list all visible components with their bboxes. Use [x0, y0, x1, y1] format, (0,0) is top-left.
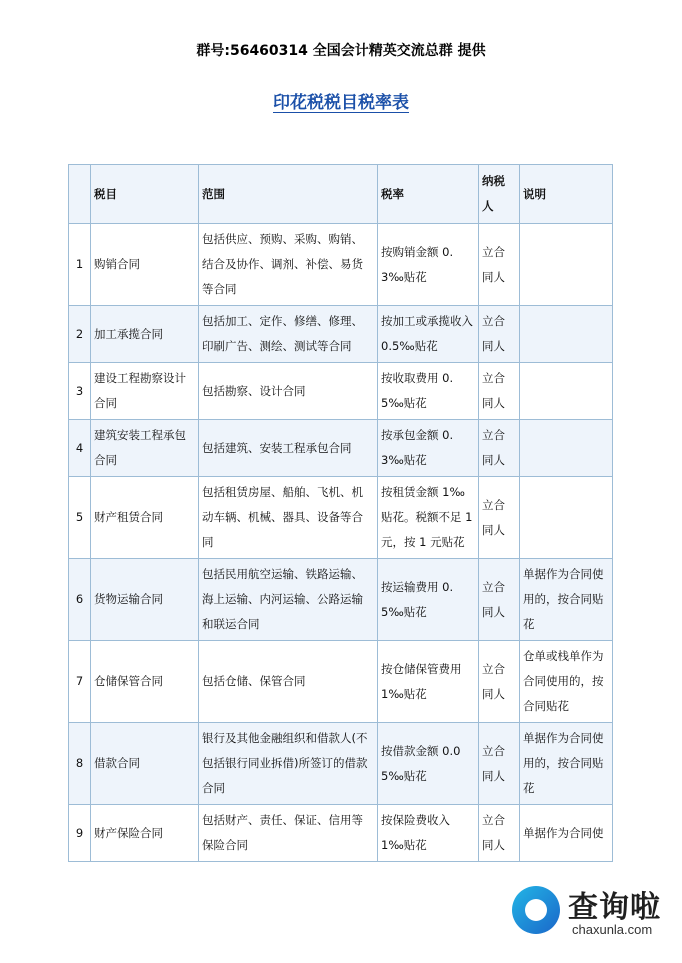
- cell-note: [520, 363, 613, 420]
- cell-scope: 包括供应、预购、采购、购销、结合及协作、调剂、补偿、易货等合同: [199, 224, 378, 306]
- cell-num: 4: [69, 420, 91, 477]
- table-row: [69, 641, 613, 723]
- cell-rate: 按租赁金额 1‰贴花。税额不足 1 元，按 1 元贴花: [378, 477, 479, 559]
- table-row: [69, 559, 613, 641]
- cell-scope: 包括建筑、安装工程承包合同: [199, 420, 378, 477]
- cell-num: 8: [69, 723, 91, 805]
- cell-num: 3: [69, 363, 91, 420]
- cell-note: 仓单或栈单作为合同使用的，按合同贴花: [520, 641, 613, 723]
- cell-note: 单据作为合同使用的，按合同贴花: [520, 723, 613, 805]
- cell-payer: 立合同人: [479, 723, 520, 805]
- cell-note: 单据作为合同使: [520, 805, 613, 862]
- cell-note: 单据作为合同使用的，按合同贴花: [520, 559, 613, 641]
- table-row: [69, 420, 613, 477]
- cell-scope: 银行及其他金融组织和借款人(不包括银行同业拆借)所签订的借款合同: [199, 723, 378, 805]
- cell-num: 7: [69, 641, 91, 723]
- table-row: [69, 805, 613, 862]
- watermark: [500, 868, 682, 963]
- cell-scope: 包括仓储、保管合同: [199, 641, 378, 723]
- cell-item: 财产租赁合同: [91, 477, 199, 559]
- header-note: 说明: [520, 165, 613, 224]
- table-row: [69, 477, 613, 559]
- tax-rate-table: [68, 164, 613, 862]
- cell-payer: 立合同人: [479, 641, 520, 723]
- cell-scope: 包括租赁房屋、船舶、飞机、机动车辆、机械、器具、设备等合同: [199, 477, 378, 559]
- cell-item: 借款合同: [91, 723, 199, 805]
- header-item: 税目: [91, 165, 199, 224]
- header-num: [69, 165, 91, 224]
- cell-num: 5: [69, 477, 91, 559]
- cell-item: 建筑安装工程承包合同: [91, 420, 199, 477]
- cell-num: 2: [69, 306, 91, 363]
- watermark-url: chaxunla.com: [572, 922, 653, 937]
- cell-num: 1: [69, 224, 91, 306]
- header-payer: 纳税人: [479, 165, 520, 224]
- table-row: [69, 363, 613, 420]
- table-row: [69, 224, 613, 306]
- table-row: [69, 723, 613, 805]
- cell-rate: 按承包金额 0.3‰贴花: [378, 420, 479, 477]
- cell-payer: 立合同人: [479, 224, 520, 306]
- cell-num: 9: [69, 805, 91, 862]
- cell-note: [520, 420, 613, 477]
- page-header: 群号:56460314 全国会计精英交流总群 提供: [196, 43, 486, 59]
- cell-item: 货物运输合同: [91, 559, 199, 641]
- cell-rate: 按借款金额 0.05‰贴花: [378, 723, 479, 805]
- cell-item: 建设工程勘察设计合同: [91, 363, 199, 420]
- cell-note: [520, 224, 613, 306]
- cell-rate: 按仓储保管费用 1‰贴花: [378, 641, 479, 723]
- header-rate: 税率: [378, 165, 479, 224]
- page-title-text: 印花税税目税率表: [273, 93, 409, 113]
- watermark-brand: 查询啦: [568, 890, 661, 925]
- cell-rate: 按加工或承揽收入 0.5‰贴花: [378, 306, 479, 363]
- cell-item: 购销合同: [91, 224, 199, 306]
- cell-item: 仓储保管合同: [91, 641, 199, 723]
- header-scope: 范围: [199, 165, 378, 224]
- cell-rate: 按收取费用 0.5‰贴花: [378, 363, 479, 420]
- cell-item: 财产保险合同: [91, 805, 199, 862]
- cell-payer: 立合同人: [479, 477, 520, 559]
- cell-note: [520, 306, 613, 363]
- cell-scope: 包括财产、责任、保证、信用等保险合同: [199, 805, 378, 862]
- cell-rate: 按购销金额 0.3‰贴花: [378, 224, 479, 306]
- table-row: [69, 306, 613, 363]
- page-title: [0, 88, 682, 113]
- cell-payer: 立合同人: [479, 805, 520, 862]
- cell-rate: 按运输费用 0.5‰贴花: [378, 559, 479, 641]
- cell-num: 6: [69, 559, 91, 641]
- cell-note: [520, 477, 613, 559]
- cell-payer: 立合同人: [479, 306, 520, 363]
- cell-rate: 按保险费收入 1‰贴花: [378, 805, 479, 862]
- cell-payer: 立合同人: [479, 559, 520, 641]
- cell-payer: 立合同人: [479, 363, 520, 420]
- cell-item: 加工承揽合同: [91, 306, 199, 363]
- table-header-row: [69, 165, 613, 224]
- cell-scope: 包括勘察、设计合同: [199, 363, 378, 420]
- brand-logo-icon: [512, 886, 560, 934]
- table-body: [69, 224, 613, 862]
- cell-scope: 包括加工、定作、修缮、修理、印刷广告、测绘、测试等合同: [199, 306, 378, 363]
- cell-scope: 包括民用航空运输、铁路运输、海上运输、内河运输、公路运输和联运合同: [199, 559, 378, 641]
- cell-payer: 立合同人: [479, 420, 520, 477]
